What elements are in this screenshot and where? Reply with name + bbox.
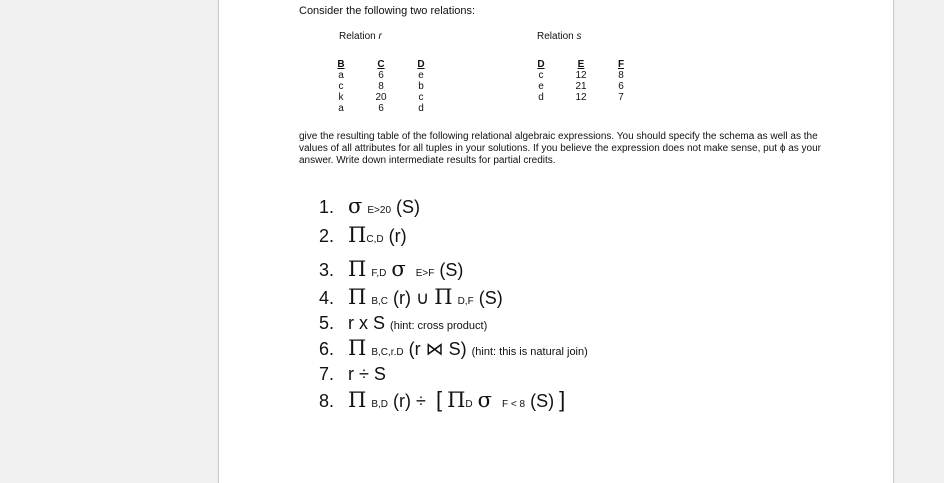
projection-attributes: D: [465, 399, 473, 410]
problem-number: 7.: [319, 364, 335, 384]
relation-s-body: [521, 70, 641, 103]
expression-operand: (r) ÷: [393, 391, 426, 411]
relation-s-row: [521, 81, 641, 92]
problem-hint: (hint: cross product): [390, 320, 488, 332]
sigma-symbol: σ: [391, 257, 406, 281]
problem-number: 4.: [319, 288, 335, 308]
pi-symbol: Π: [348, 223, 367, 247]
relation-r-cell: a: [338, 70, 344, 81]
relation-r-row: [321, 70, 441, 81]
projection-attributes: D,F: [457, 296, 474, 307]
relation-r-cell: 8: [378, 81, 384, 92]
instructions-before: give the resulting table of the following relational algebraic expressions. You should specify the schema as well as the values of all attributes for all tuples in your solutions. If you believe the expression does not make sense, put: [299, 131, 818, 154]
expression-operand: (S): [439, 260, 464, 280]
relation-s-row: [521, 92, 641, 103]
problem-number: 2.: [319, 226, 335, 246]
relation-r-var: r: [378, 31, 382, 42]
problem-4: [319, 286, 503, 313]
instructions-after: as your answer. Write down intermediate results for partial credits.: [299, 143, 822, 166]
relation-r-cell: 6: [378, 103, 384, 114]
relation-s-cell: 12: [575, 70, 587, 81]
relation-r-header-b: B: [337, 59, 345, 70]
problem-1: [319, 195, 420, 222]
selection-condition: E>20: [367, 205, 392, 216]
pi-symbol: Π: [447, 388, 466, 412]
projection-attributes: F,D: [371, 268, 387, 279]
pi-symbol: Π: [348, 388, 367, 412]
sigma-symbol: σ: [348, 194, 363, 218]
problem-number: 8.: [319, 391, 335, 411]
instructions-paragraph: [299, 131, 829, 167]
relation-s-cell: e: [538, 81, 544, 92]
problem-number: 6.: [319, 339, 335, 359]
relation-s-cell: d: [538, 92, 544, 103]
problem-number: 1.: [319, 197, 335, 217]
pi-symbol: Π: [348, 285, 367, 309]
relation-s-header-e: E: [577, 59, 585, 70]
expression-operand: (r): [388, 226, 407, 246]
pi-symbol: Π: [434, 285, 453, 309]
problem-7: [319, 363, 386, 385]
pi-symbol: Π: [348, 257, 367, 281]
problem-5: [319, 312, 487, 337]
relation-r-title-label: Relation: [339, 31, 376, 42]
relation-s-cell: 12: [575, 92, 587, 103]
problem-hint: (hint: this is natural join): [471, 346, 588, 358]
problem-6: [319, 337, 588, 364]
relation-s-header-d: D: [537, 59, 545, 70]
expression-operand: (S): [396, 197, 421, 217]
relation-s-header-f: F: [617, 59, 625, 70]
relation-r-table: [321, 59, 441, 114]
relation-r-header-row: [321, 59, 441, 70]
expression-operand: (r) ∪: [393, 288, 430, 308]
relation-s-cell: 6: [618, 81, 624, 92]
problem-3: [319, 258, 463, 285]
relation-r-row: [321, 81, 441, 92]
relation-s-title: [537, 31, 581, 42]
relation-r-cell: e: [418, 70, 424, 81]
problem-number: 5.: [319, 313, 335, 333]
expression-operand: r x S: [348, 313, 386, 333]
relation-r-title: [339, 31, 382, 42]
relation-r-cell: k: [338, 92, 344, 103]
problem-8: [319, 389, 565, 416]
relation-s-cell: c: [538, 70, 544, 81]
projection-attributes: B,C: [371, 296, 389, 307]
selection-condition: E>F: [415, 268, 435, 279]
relation-r-cell: 6: [378, 70, 384, 81]
expression-operand: (S): [478, 288, 503, 308]
expression-operand: (r ⋈ S): [408, 339, 467, 359]
relation-r-header-c: C: [377, 59, 385, 70]
relation-s-header-row: [521, 59, 641, 70]
relation-s-table: [521, 59, 641, 103]
relation-r-header-d: D: [417, 59, 425, 70]
relation-r-cell: 20: [375, 92, 387, 103]
projection-attributes: B,D: [371, 399, 389, 410]
projection-attributes: C,D: [366, 234, 384, 245]
relation-r-cell: c: [418, 92, 424, 103]
open-bracket: [: [435, 387, 443, 412]
relation-s-row: [521, 70, 641, 81]
relation-s-cell: 21: [575, 81, 587, 92]
close-bracket: ]: [559, 387, 566, 412]
empty-set-symbol: ϕ: [779, 143, 786, 154]
document-page: [218, 0, 894, 483]
pi-symbol: Π: [348, 336, 367, 360]
intro-text: Consider the following two relations:: [299, 5, 476, 17]
relation-r-cell: c: [338, 81, 344, 92]
relation-s-var: s: [576, 31, 582, 42]
selection-condition: F < 8: [502, 399, 526, 410]
expression-operand: r ÷ S: [348, 364, 386, 384]
relation-s-cell: 8: [618, 70, 624, 81]
sigma-symbol: σ: [477, 388, 492, 412]
relation-r-cell: d: [418, 103, 424, 114]
relation-r-cell: b: [418, 81, 424, 92]
relation-r-body: [321, 70, 441, 114]
problem-number: 3.: [319, 260, 335, 280]
relation-r-row: [321, 92, 441, 103]
relation-r-row: [321, 103, 441, 114]
problem-2: [319, 224, 407, 251]
expression-operand: (S): [530, 391, 555, 411]
relation-s-cell: 7: [618, 92, 624, 103]
relation-s-title-label: Relation: [537, 31, 574, 42]
relation-r-cell: a: [338, 103, 344, 114]
projection-attributes: B,C,r.D: [371, 347, 404, 358]
